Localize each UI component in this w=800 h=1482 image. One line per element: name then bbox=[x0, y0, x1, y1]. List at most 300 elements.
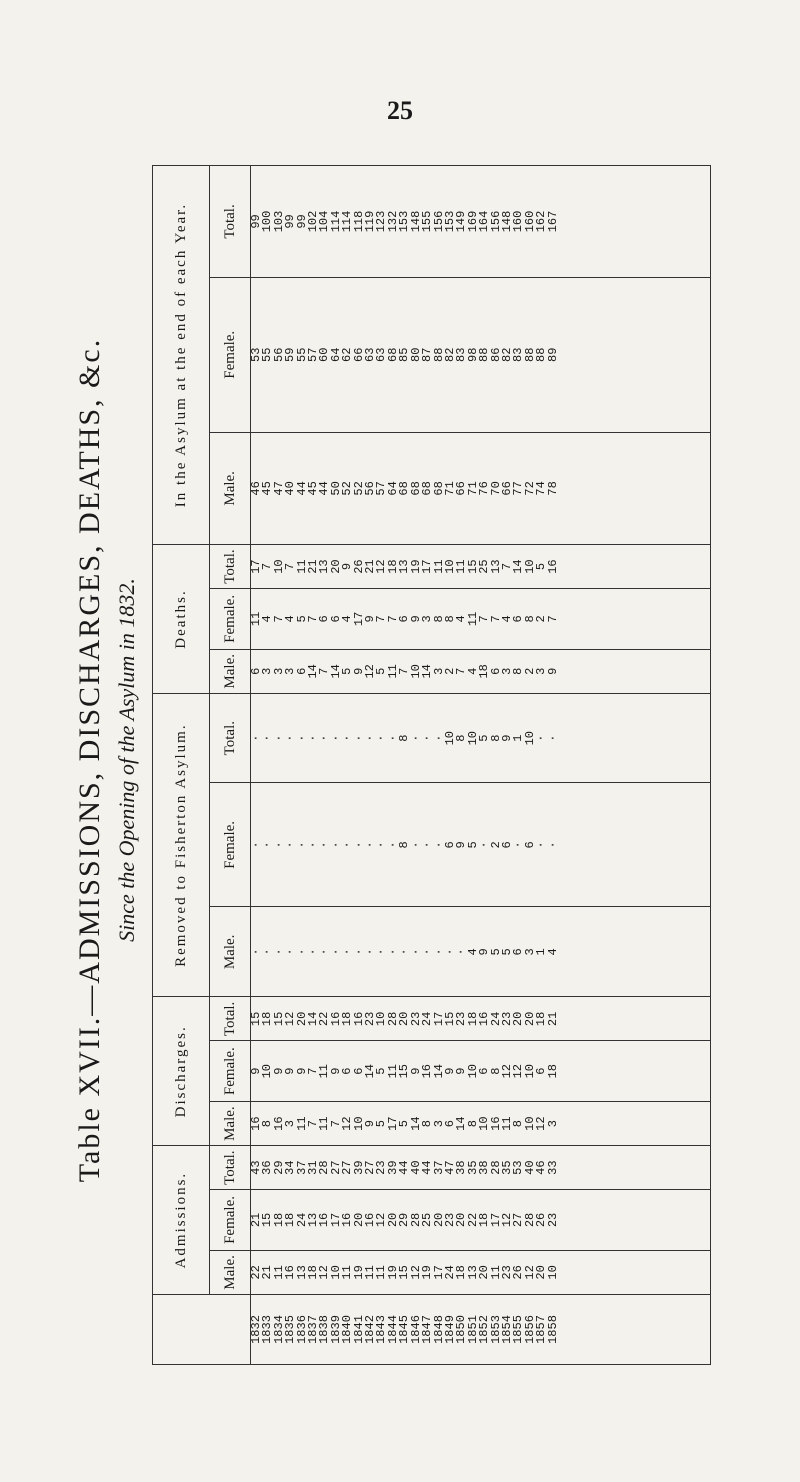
table-cell: 20 bbox=[385, 1212, 400, 1228]
table-cell: 11 bbox=[317, 1116, 332, 1131]
table-cell: 23 bbox=[545, 1212, 560, 1228]
table-cell: 44 bbox=[420, 1160, 435, 1175]
year-column bbox=[251, 1295, 711, 1365]
table-cell: 1838 bbox=[317, 1315, 332, 1344]
table-cell: · bbox=[317, 948, 332, 956]
table-cell: 12 bbox=[499, 1063, 514, 1079]
table-cell: · bbox=[260, 841, 275, 849]
table-cell: 11 bbox=[385, 664, 400, 679]
table-cell: 2 bbox=[534, 615, 549, 623]
table-cell: 12 bbox=[317, 1265, 332, 1280]
table-cell: 39 bbox=[351, 1160, 366, 1175]
table-cell: · bbox=[328, 841, 343, 849]
table-cell: 56 bbox=[271, 347, 286, 362]
admissions-header: Admissions. bbox=[153, 1146, 210, 1295]
table-cell: 36 bbox=[260, 1160, 275, 1175]
table-cell: 156 bbox=[431, 210, 446, 233]
table-cell: 83 bbox=[511, 347, 526, 362]
table-cell: 24 bbox=[294, 1212, 309, 1228]
table-cell: 1841 bbox=[351, 1315, 366, 1344]
table-cell: · bbox=[260, 734, 275, 742]
table-cell: 11 bbox=[465, 611, 480, 627]
table-cell: 6 bbox=[442, 1120, 457, 1128]
in-asylum-header: In the Asylum at the end of each Year. bbox=[153, 166, 210, 545]
table-cell: 1853 bbox=[488, 1315, 503, 1344]
table-cell: 44 bbox=[317, 481, 332, 496]
table-cell: 86 bbox=[488, 347, 503, 362]
table-cell: 22 bbox=[249, 1265, 263, 1280]
table-cell: 6 bbox=[477, 1067, 492, 1075]
table-cell: 37 bbox=[431, 1160, 446, 1175]
table-cell: 6 bbox=[511, 615, 526, 623]
table-cell: 99 bbox=[294, 214, 309, 229]
table-cell: 3 bbox=[534, 667, 549, 675]
admissions-total-header: Total. bbox=[210, 1146, 251, 1190]
table-cell: 9 bbox=[477, 948, 492, 956]
table-cell: · bbox=[340, 948, 355, 956]
table-cell: 88 bbox=[522, 347, 537, 362]
table-cell: 1857 bbox=[534, 1315, 549, 1344]
table-cell: 19 bbox=[351, 1265, 366, 1280]
table-cell: 8 bbox=[511, 1120, 526, 1128]
table-cell: · bbox=[408, 948, 423, 956]
deaths-total-header: Total. bbox=[210, 545, 251, 589]
table-cell: 46 bbox=[534, 1160, 549, 1175]
table-cell: · bbox=[294, 948, 309, 956]
table-cell: 1843 bbox=[374, 1315, 389, 1344]
table-cell: 1852 bbox=[477, 1315, 492, 1344]
table-cell: 46 bbox=[249, 481, 263, 496]
table-cell: 5 bbox=[374, 1067, 389, 1075]
table-cell: 1849 bbox=[442, 1315, 457, 1344]
table-cell: 29 bbox=[271, 1160, 286, 1175]
table-cell: 6 bbox=[340, 1067, 355, 1075]
table-cell: 27 bbox=[363, 1160, 378, 1175]
table-cell: 7 bbox=[260, 562, 275, 571]
table-cell: 11 bbox=[454, 559, 469, 574]
table-cell: 15 bbox=[442, 1011, 457, 1027]
table-cell: · bbox=[351, 948, 366, 956]
table-cell: 33 bbox=[545, 1160, 560, 1175]
table-cell: 1855 bbox=[511, 1315, 526, 1344]
table-cell: 28 bbox=[522, 1212, 537, 1228]
table-cell: 89 bbox=[545, 347, 560, 362]
table-cell: 9 bbox=[545, 667, 560, 675]
table-cell: 7 bbox=[454, 667, 469, 675]
removed-female-header: Female. bbox=[210, 783, 251, 907]
table-cell: · bbox=[408, 841, 423, 849]
table-cell: · bbox=[374, 841, 389, 849]
table-subtitle: Since the Opening of the Asylum in 1832. bbox=[114, 578, 139, 942]
table-cell: 1845 bbox=[397, 1315, 412, 1344]
table-cell: 68 bbox=[397, 481, 412, 496]
deaths-male-header: Male. bbox=[210, 649, 251, 693]
table-cell: 12 bbox=[511, 1063, 526, 1079]
table-cell: · bbox=[249, 734, 263, 742]
table-cell: 20 bbox=[294, 1011, 309, 1027]
year-header bbox=[153, 1295, 251, 1365]
table-cell: 55 bbox=[260, 347, 275, 362]
table-cell: 8 bbox=[397, 841, 412, 849]
table-cell: 20 bbox=[477, 1265, 492, 1280]
table-cell: 17 bbox=[488, 1212, 503, 1228]
table-cell: 5 bbox=[294, 615, 309, 623]
table-cell: 10 bbox=[442, 730, 457, 746]
table-cell: · bbox=[420, 841, 435, 849]
table-cell: 16 bbox=[477, 1011, 492, 1027]
table-cell: 9 bbox=[328, 1067, 343, 1075]
table-cell: 7 bbox=[477, 615, 492, 623]
table-cell: 27 bbox=[328, 1160, 343, 1175]
table-cell: 66 bbox=[454, 481, 469, 496]
table-cell: 14 bbox=[511, 559, 526, 574]
table-cell: 21 bbox=[545, 1011, 560, 1027]
table-cell: 18 bbox=[385, 559, 400, 574]
removed-total-column bbox=[251, 693, 711, 783]
deaths-header: Deaths. bbox=[153, 545, 210, 694]
table-cell: 8 bbox=[488, 734, 503, 742]
removed-female-column bbox=[251, 783, 711, 907]
table-cell: 7 bbox=[306, 1067, 321, 1075]
table-cell: 11 bbox=[294, 559, 309, 574]
table-cell: 4 bbox=[260, 615, 275, 623]
table-cell: 8 bbox=[488, 1067, 503, 1075]
table-cell: · bbox=[420, 734, 435, 742]
table-cell: · bbox=[442, 948, 457, 956]
table-cell: 9 bbox=[351, 667, 366, 675]
table-cell: 24 bbox=[420, 1011, 435, 1027]
table-cell: · bbox=[431, 841, 446, 849]
table-cell: 123 bbox=[374, 210, 389, 233]
table-cell: 12 bbox=[374, 1212, 389, 1228]
table-cell: 8 bbox=[420, 1120, 435, 1128]
table-cell: 16 bbox=[283, 1265, 298, 1280]
table-cell: 11 bbox=[374, 1265, 389, 1280]
table-cell: 19 bbox=[408, 559, 423, 574]
table-cell: 78 bbox=[545, 481, 560, 496]
table-cell: 38 bbox=[477, 1160, 492, 1175]
deaths-total-column bbox=[251, 545, 711, 589]
table-cell: 6 bbox=[522, 841, 537, 849]
table-cell: 6 bbox=[294, 667, 309, 675]
table-cell: 16 bbox=[271, 1116, 286, 1131]
table-cell: 17 bbox=[420, 559, 435, 574]
table-cell: 132 bbox=[385, 210, 400, 233]
table-cell: 149 bbox=[454, 210, 469, 233]
heading bbox=[70, 145, 144, 1375]
table-cell: 1836 bbox=[294, 1315, 309, 1344]
table-cell: 1839 bbox=[328, 1315, 343, 1344]
table-cell: 99 bbox=[249, 214, 263, 229]
rotated-table bbox=[70, 145, 730, 1375]
table-cell: 10 bbox=[351, 1116, 366, 1131]
table-cell: 10 bbox=[374, 1011, 389, 1027]
table-cell: 24 bbox=[488, 1011, 503, 1027]
discharges-total-column bbox=[251, 997, 711, 1041]
table-cell: 68 bbox=[431, 481, 446, 496]
table-cell: 68 bbox=[420, 481, 435, 496]
table-cell: · bbox=[363, 734, 378, 742]
table-cell: · bbox=[328, 734, 343, 742]
table-cell: 40 bbox=[522, 1160, 537, 1175]
table-cell: 64 bbox=[328, 347, 343, 362]
table-cell: 17 bbox=[431, 1265, 446, 1280]
table-cell: 8 bbox=[465, 1120, 480, 1128]
table-cell: · bbox=[545, 734, 560, 742]
table-cell: 98 bbox=[465, 347, 480, 362]
admissions-male-column bbox=[251, 1250, 711, 1294]
table-cell: 15 bbox=[249, 1011, 263, 1027]
table-cell: 6 bbox=[317, 615, 332, 623]
removed-header: Removed to Fisherton Asylum. bbox=[153, 693, 210, 997]
deaths-female-column bbox=[251, 589, 711, 650]
table-cell: 18 bbox=[271, 1212, 286, 1228]
table-cell: 3 bbox=[499, 667, 514, 675]
table-cell: 53 bbox=[249, 347, 263, 362]
table-cell: 148 bbox=[408, 210, 423, 233]
table-cell: 52 bbox=[351, 481, 366, 496]
table-cell: 1847 bbox=[420, 1315, 435, 1344]
table-cell: 35 bbox=[465, 1160, 480, 1175]
table-cell: 17 bbox=[328, 1212, 343, 1228]
table-cell: 15 bbox=[397, 1063, 412, 1079]
table-cell: 12 bbox=[499, 1212, 514, 1228]
table-cell: 1833 bbox=[260, 1315, 275, 1344]
table-cell: · bbox=[306, 841, 321, 849]
table-cell: 20 bbox=[351, 1212, 366, 1228]
in-asylum-male-column bbox=[251, 432, 711, 545]
table-cell: 9 bbox=[454, 1067, 469, 1075]
table-cell: 10 bbox=[522, 1116, 537, 1131]
table-cell: 16 bbox=[328, 1011, 343, 1027]
table-cell: 6 bbox=[534, 1067, 549, 1075]
table-cell: · bbox=[477, 841, 492, 849]
table-cell: 8 bbox=[522, 615, 537, 623]
in-asylum-total-column bbox=[251, 166, 711, 278]
table-cell: 18 bbox=[283, 1212, 298, 1228]
table-cell: 7 bbox=[328, 1120, 343, 1128]
table-cell: 10 bbox=[271, 559, 286, 574]
discharges-female-header: Female. bbox=[210, 1041, 251, 1102]
table-cell: 12 bbox=[522, 1265, 537, 1280]
table-cell: 28 bbox=[317, 1160, 332, 1175]
table-cell: 3 bbox=[420, 615, 435, 623]
table-cell: 16 bbox=[488, 1116, 503, 1131]
table-cell: 17 bbox=[431, 1011, 446, 1027]
table-cell: 160 bbox=[511, 210, 526, 233]
deaths-female-header: Female. bbox=[210, 589, 251, 650]
table-cell: 8 bbox=[260, 1120, 275, 1128]
table-cell: 18 bbox=[465, 1011, 480, 1027]
table-cell: 9 bbox=[499, 734, 514, 742]
table-cell: 148 bbox=[499, 210, 514, 233]
table-cell: 3 bbox=[522, 948, 537, 956]
table-cell: 66 bbox=[499, 481, 514, 496]
table-cell: · bbox=[328, 948, 343, 956]
table-cell: 16 bbox=[363, 1212, 378, 1228]
table-cell: 6 bbox=[511, 948, 526, 956]
table-cell: 16 bbox=[545, 559, 560, 574]
table-cell: 9 bbox=[271, 1067, 286, 1075]
table-cell: 45 bbox=[260, 481, 275, 496]
table-cell: 23 bbox=[408, 1011, 423, 1027]
in-asylum-total-header: Total. bbox=[210, 166, 251, 278]
admissions-female-header: Female. bbox=[210, 1190, 251, 1251]
table-cell: · bbox=[271, 841, 286, 849]
admissions-female-column bbox=[251, 1190, 711, 1251]
table-cell: 70 bbox=[488, 481, 503, 496]
table-cell: 43 bbox=[249, 1160, 263, 1175]
table-cell: 114 bbox=[328, 210, 343, 233]
table-cell: 18 bbox=[477, 664, 492, 679]
table-cell: · bbox=[408, 734, 423, 742]
table-cell: 6 bbox=[328, 615, 343, 623]
table-cell: 23 bbox=[499, 1265, 514, 1280]
table-cell: 19 bbox=[385, 1265, 400, 1280]
table-cell: 21 bbox=[363, 559, 378, 574]
table-cell: 11 bbox=[488, 1265, 503, 1280]
table-cell: 47 bbox=[442, 1160, 457, 1175]
table-cell: 4 bbox=[454, 615, 469, 623]
table-cell: 14 bbox=[306, 664, 321, 679]
table-cell: 23 bbox=[374, 1160, 389, 1175]
table-cell: 12 bbox=[340, 1116, 355, 1131]
table-cell: 25 bbox=[420, 1212, 435, 1228]
table-cell: 1848 bbox=[431, 1315, 446, 1344]
table-cell: 10 bbox=[465, 730, 480, 746]
table-cell: 14 bbox=[363, 1063, 378, 1079]
table-cell: 55 bbox=[294, 347, 309, 362]
table-cell: 37 bbox=[294, 1160, 309, 1175]
table-cell: 4 bbox=[545, 948, 560, 956]
table-cell: 7 bbox=[545, 615, 560, 623]
table-cell: 25 bbox=[477, 559, 492, 574]
table-cell: 6 bbox=[488, 667, 503, 675]
table-cell: 74 bbox=[534, 481, 549, 496]
table-cell: · bbox=[294, 841, 309, 849]
table-cell: 20 bbox=[397, 1011, 412, 1027]
table-cell: 21 bbox=[306, 559, 321, 574]
table-cell: 11 bbox=[271, 1265, 286, 1280]
table-cell: 60 bbox=[317, 347, 332, 362]
table-cell: 13 bbox=[465, 1265, 480, 1280]
table-cell: · bbox=[431, 948, 446, 956]
table-cell: 4 bbox=[499, 615, 514, 623]
table-cell: 14 bbox=[306, 1011, 321, 1027]
table-cell: 7 bbox=[306, 1120, 321, 1128]
table-cell: · bbox=[306, 734, 321, 742]
table-cell: 10 bbox=[522, 1063, 537, 1079]
table-cell: · bbox=[249, 948, 263, 956]
table-cell: 3 bbox=[271, 667, 286, 675]
admissions-total-column bbox=[251, 1146, 711, 1190]
table-cell: 14 bbox=[328, 664, 343, 679]
table-cell: 17 bbox=[351, 611, 366, 627]
table-cell: 20 bbox=[511, 1011, 526, 1027]
table-cell: 82 bbox=[499, 347, 514, 362]
table-cell: 3 bbox=[545, 1120, 560, 1128]
table-cell: 1832 bbox=[249, 1315, 263, 1344]
table-cell: 28 bbox=[488, 1160, 503, 1175]
table-cell: 63 bbox=[363, 347, 378, 362]
table-cell: 22 bbox=[317, 1011, 332, 1027]
table-cell: 18 bbox=[477, 1212, 492, 1228]
table-cell: 167 bbox=[545, 210, 560, 233]
table-cell: 23 bbox=[454, 1011, 469, 1027]
table-cell: 17 bbox=[249, 559, 263, 574]
table-cell: 2 bbox=[442, 667, 457, 675]
table-cell: 10 bbox=[545, 1265, 560, 1280]
table-cell: 8 bbox=[511, 667, 526, 675]
statistics-table bbox=[152, 165, 711, 1365]
table-cell: 87 bbox=[420, 347, 435, 362]
table-cell: 20 bbox=[328, 559, 343, 574]
table-cell: 5 bbox=[477, 734, 492, 742]
table-cell: 119 bbox=[363, 210, 378, 233]
table-cell: · bbox=[545, 841, 560, 849]
table-cell: 24 bbox=[442, 1265, 457, 1280]
table-cell: 114 bbox=[340, 210, 355, 233]
table-cell: 1844 bbox=[385, 1315, 400, 1344]
table-cell: 2 bbox=[522, 667, 537, 675]
table-cell: 39 bbox=[385, 1160, 400, 1175]
table-cell: · bbox=[397, 948, 412, 956]
table-cell: 5 bbox=[397, 1120, 412, 1128]
table-cell: 10 bbox=[260, 1063, 275, 1079]
table-cell: 153 bbox=[397, 210, 412, 233]
table-cell: 100 bbox=[260, 210, 275, 233]
table-cell: 4 bbox=[465, 667, 480, 675]
table-cell: 22 bbox=[465, 1212, 480, 1228]
table-cell: 82 bbox=[442, 347, 457, 362]
table-cell: 9 bbox=[408, 615, 423, 623]
table-cell: 1850 bbox=[454, 1315, 469, 1344]
table-cell: 29 bbox=[397, 1212, 412, 1228]
table-cell: 1854 bbox=[499, 1315, 514, 1344]
table-cell: 7 bbox=[374, 615, 389, 623]
table-cell: 23 bbox=[363, 1011, 378, 1027]
table-cell: 28 bbox=[408, 1212, 423, 1228]
table-cell: 28 bbox=[385, 1011, 400, 1027]
table-title: Table XVII.—ADMISSIONS, DISCHARGES, DEATHS, &c. bbox=[73, 337, 106, 1183]
table-cell: 11 bbox=[294, 1116, 309, 1131]
table-cell: · bbox=[271, 734, 286, 742]
removed-total-header: Total. bbox=[210, 693, 251, 783]
table-cell: 5 bbox=[340, 667, 355, 675]
table-cell: 162 bbox=[534, 210, 549, 233]
table-cell: 53 bbox=[511, 1160, 526, 1175]
table-cell: 5 bbox=[499, 948, 514, 956]
table-cell: 16 bbox=[317, 1212, 332, 1228]
table-cell: · bbox=[249, 841, 263, 849]
table-cell: 71 bbox=[442, 481, 457, 496]
table-cell: 35 bbox=[499, 1160, 514, 1175]
table-cell: 10 bbox=[442, 559, 457, 574]
table-cell: 160 bbox=[522, 210, 537, 233]
table-cell: · bbox=[283, 841, 298, 849]
table-cell: 5 bbox=[488, 948, 503, 956]
discharges-male-header: Male. bbox=[210, 1102, 251, 1146]
table-cell: 14 bbox=[454, 1116, 469, 1131]
table-cell: 26 bbox=[511, 1265, 526, 1280]
table-cell: 57 bbox=[306, 347, 321, 362]
table-cell: · bbox=[534, 841, 549, 849]
table-cell: 11 bbox=[340, 1265, 355, 1280]
table-cell: 164 bbox=[477, 210, 492, 233]
table-cell: 45 bbox=[306, 481, 321, 496]
table-cell: 10 bbox=[328, 1265, 343, 1280]
table-cell: 1851 bbox=[465, 1315, 480, 1344]
